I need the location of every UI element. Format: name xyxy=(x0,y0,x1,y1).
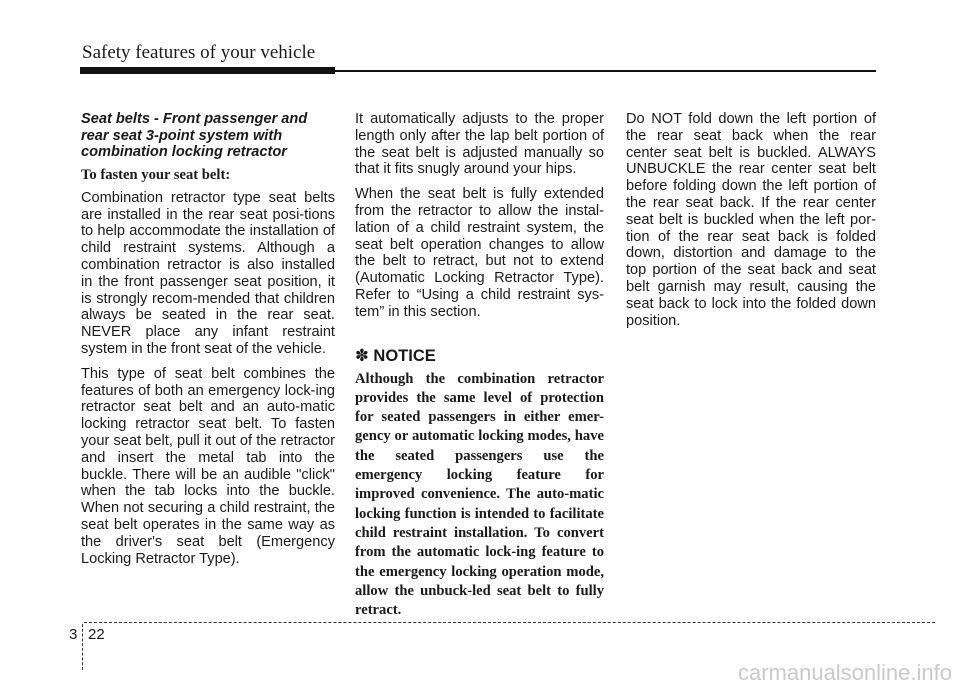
paragraph: Do NOT fold down the left portion of the rear seat back when the rear center seat belt is buckled. ALWAYS UNBUCKLE the rear center seat belt before folding down the left portion of the rear seat back. If the rear center seat belt is buckled when the left por-tion of the rear seat back is folded down, distortion and damage to the top portion of the seat back and seat belt garnish may result, causing the seat back to lock into the folded down position. xyxy=(626,111,876,329)
notice-text: Although the combination retractor provides the same level of protection for seated passengers in either emer-gency or automatic locking modes, have the seated passengers use the emergency locking feature for improved convenience. The auto-matic locking function is intended to facilitate child restraint installation. To convert from the automatic lock-ing feature to the emergency locking operation mode, allow the unbuck-led seat belt to fully retract. xyxy=(355,370,604,619)
subheading-fasten: To fasten your seat belt: xyxy=(81,166,231,183)
paragraph: This type of seat belt combines the features of both an emergency lock-ing retractor seat belt and an auto-matic locking retractor seat belt. To fasten your seat belt, pull it out of the retractor and insert the metal tab into the buckle. There will be an audible "click" when the tab locks into the buckle. When not securing a child restraint, the seat belt operates in the same way as the driver's seat belt (Emergency Locking Retractor Type). xyxy=(81,365,335,567)
column-3 xyxy=(626,111,876,337)
header-title: Safety features of your vehicle xyxy=(82,42,316,63)
notice-heading: ✽ NOTICE xyxy=(355,346,436,365)
paragraph: Combination retractor type seat belts are installed in the rear seat posi-tions to help accommodate the installation of child restraint systems. Although a combination retractor is also installed in the front passenger seat position, it is strongly recom-mended that children always be seated in the rear seat. NEVER place any infant restraint system in the front seat of the vehicle. xyxy=(81,189,335,357)
paragraph: When the seat belt is fully extended from the retractor to allow the instal-lation of a child restraint system, the seat belt operation changes to allow the belt to retract, but not to extend (Automatic Locking Retractor Type). Refer to “Using a child restraint sys-tem” in this section. xyxy=(355,186,604,320)
paragraph: It automatically adjusts to the proper length only after the lap belt portion of the seat belt is adjusted manually so that it fits snugly around your hips. xyxy=(355,111,604,178)
watermark: carmanualsonline.info xyxy=(737,660,952,685)
footer-vertical-rule xyxy=(82,624,83,670)
header-rule-thin xyxy=(335,70,876,72)
column-2 xyxy=(355,111,604,628)
footer-dashed-rule xyxy=(84,622,935,623)
chapter-number: 3 xyxy=(69,626,78,643)
page-number: 22 xyxy=(88,626,105,643)
header-rule-thick xyxy=(80,67,335,74)
section-heading: Seat belts - Front passenger and rear seat 3-point system with combination locking retractor xyxy=(81,111,308,161)
column-1 xyxy=(81,111,335,575)
